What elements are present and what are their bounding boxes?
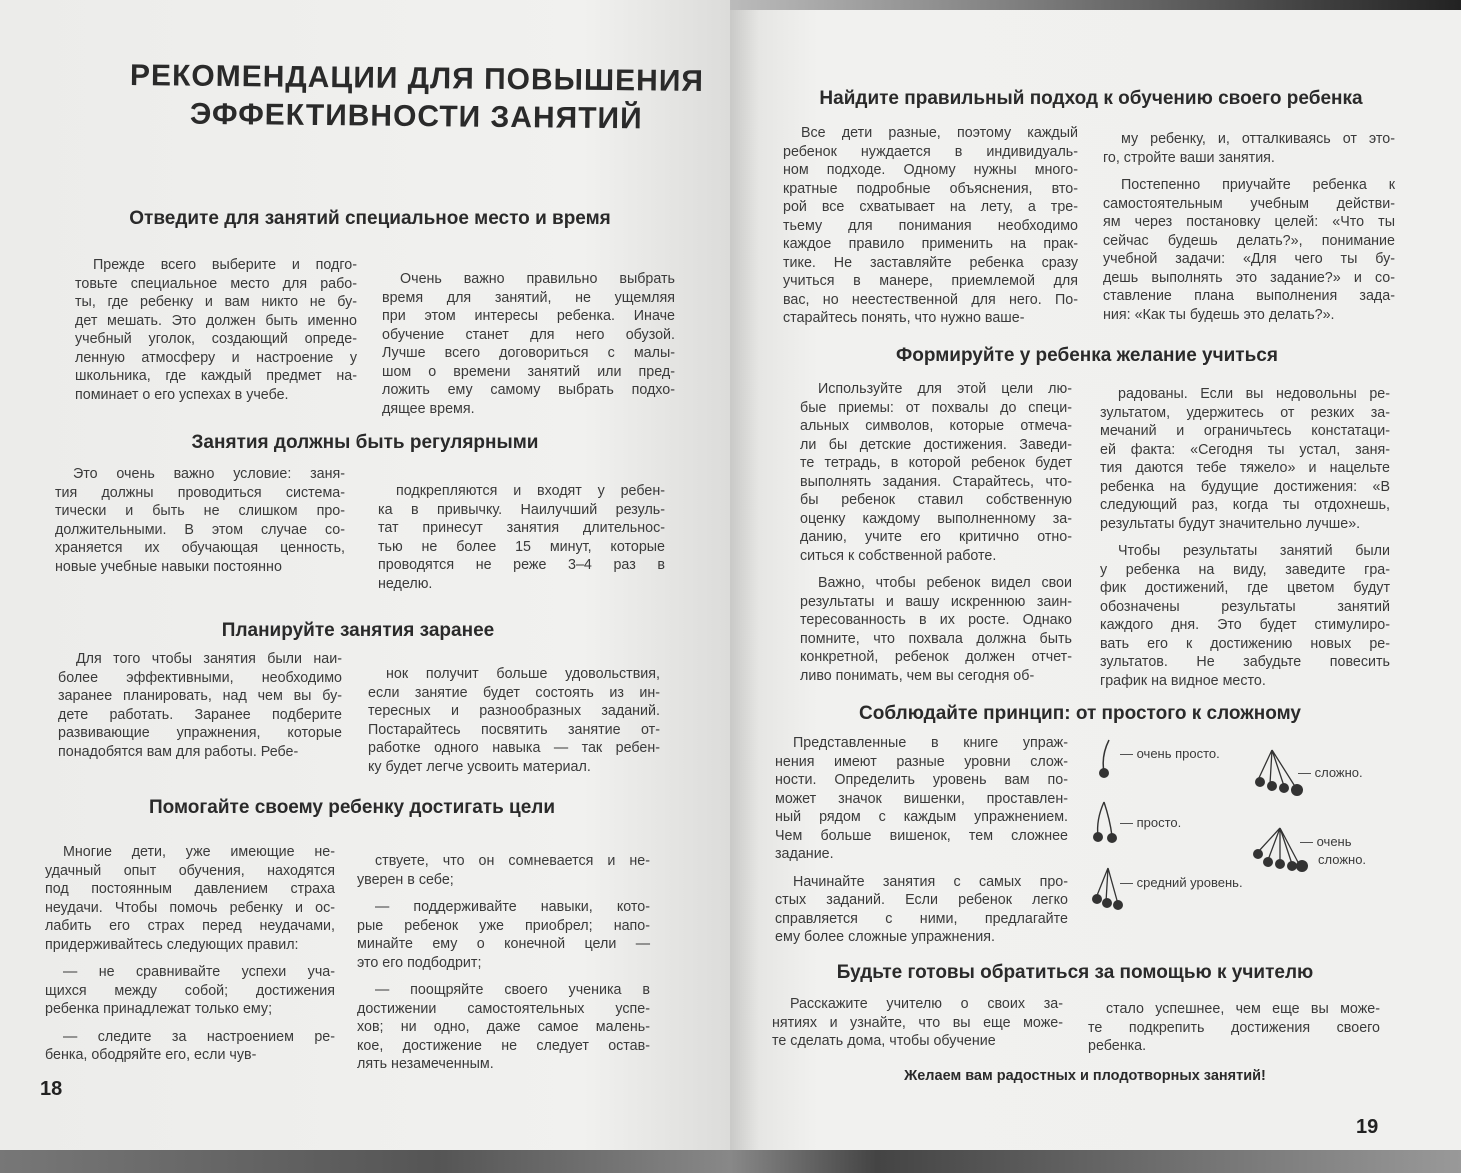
text-line: Постарайтесь посвятить занятие от- [368,721,660,738]
text-line: дешь выполнять это задание?» и со- [1103,269,1395,286]
paragraph-gap [45,954,335,963]
paragraph-gap [357,889,650,898]
text-line: лабить его страх перед неудачами, [45,918,335,934]
text-line: — поддерживайте навыки, кото- [375,899,650,915]
text-column [55,465,345,576]
scan-edge-bottom [0,1150,1461,1173]
text-column [75,256,357,404]
text-line: радованы. Если вы недовольны ре- [1118,386,1390,402]
text-column [1103,130,1395,324]
text-line: тересных и разнообразных заданий. [368,703,660,719]
text-line: ку будет легче усвоить материал. [368,758,591,775]
text-line: Расскажите учителю о своих за- [790,996,1063,1012]
text-line: ребенка. [1088,1038,1147,1054]
text-line: учебный уголок, создающий опреде- [75,331,357,347]
paragraph-gap [800,565,1072,574]
text-line: ложить ему самому выбрать подхо- [382,382,675,398]
text-line: ливо понимать, чем вы сегодня об- [800,667,1035,684]
text-line: Начинайте занятия с самых про- [793,873,1068,890]
text-line: Многие дети, уже имеющие не- [63,844,335,860]
paragraph-gap [775,864,1068,873]
cherry-two-icon [1090,800,1124,846]
text-line: подкрепляются и входят у ребен- [396,483,665,499]
cherry-three-icon [1090,866,1130,914]
text-line: ка в привычку. Наилучший резуль- [378,501,665,518]
text-line: ставление плана выполнения зада- [1103,288,1395,304]
text-line: придерживайтесь следующих правил: [45,936,299,953]
text-column [368,665,660,776]
text-line: Представленные в книге упраж- [793,735,1068,751]
text-line: те подкрепить достижения своего [1088,1019,1380,1036]
text-line: дете работать. Заранее подберите [58,706,342,723]
text-line: тьему для понимания необходимо [783,217,1078,234]
text-column [775,734,1068,947]
text-line: ты, где ребенку и вам никто не бу- [75,294,357,310]
text-line: ленную атмосферу и настроение у [75,349,357,366]
text-line: нятиях и узнайте, что вы еще може- [772,1014,1063,1031]
text-line: обозначены результаты занятий [1100,598,1390,615]
text-line: уверен в себе; [357,871,454,888]
text-line: тия даются тебе тяжело» и нацельте [1100,460,1390,476]
text-line: тью не более 15 минут, которые [378,538,665,555]
text-line: хов; ни одно, даже самое малень- [357,1019,650,1035]
scan-edge-top [730,0,1461,10]
text-line: — не сравнивайте успехи уча- [63,964,335,980]
text-line: понадобятся вам для работы. Ребе- [58,743,299,760]
page-title-line-2: ЭФФЕКТИВНОСТИ ЗАНЯТИЙ [189,97,643,136]
text-line: тике. Не заставляйте ребенка сразу [783,254,1078,271]
text-line: Чтобы результаты занятий были [1118,543,1390,559]
text-line: Прежде всего выберите и подго- [93,257,357,273]
text-line: Очень важно правильно выбрать [400,271,675,287]
text-line: работке одного навыка — так ребен- [368,740,660,756]
text-line: ребенка принадлежат только ему; [45,1001,273,1017]
text-line: задание. [775,846,834,862]
text-line: те тетрадь, в которой ребенок будет [800,455,1072,471]
text-line: храняется их обучающая ценность, [55,540,345,556]
text-line: ям через постановку целей: «Что ты [1103,214,1395,230]
text-line: бы ребенок ставил собственную [800,492,1072,508]
text-line: товьте специальное место для рабо- [75,275,357,292]
text-line: бенка, ободряйте его, если чув- [45,1047,257,1063]
text-line: Для того чтобы занятия были наи- [76,651,342,667]
text-line: заранее планировать, над чем вы бу- [58,688,342,704]
text-column [800,380,1072,685]
text-line: помните, что похвала должна быть [800,630,1072,647]
text-line: данию, учите его критично отно- [800,529,1072,545]
text-line: нок получит больше удовольствия, [386,666,660,682]
legend-very-hard-2: сложно. [1318,852,1367,867]
text-line: при этом интересы ребенка. Иначе [382,308,675,324]
text-line: учиться в манере, приемлемой для [783,273,1078,289]
text-line: му ребенку, и, отталкиваясь от это- [1121,131,1395,147]
section-heading: Формируйте у ребенка желание учиться [896,345,1278,366]
text-line: Это очень важно условие: заня- [73,466,345,482]
paragraph-gap [45,1019,335,1028]
text-line: ребенок нуждается в индивидуаль- [783,143,1078,160]
text-column [382,270,675,418]
text-line: Лучше всего договориться с малы- [382,345,675,361]
text-line: неделю. [378,575,433,592]
text-line: минайте ему о конечной цели — [357,936,650,952]
text-line: щихся между собой; достижения [45,982,335,999]
text-line: ей факта: «Сегодня ты устал, заня- [1100,441,1390,458]
text-line: обучение станет для него обузой. [382,326,675,343]
section-heading: Отведите для занятий специальное место и время [129,208,611,229]
text-column [378,482,665,593]
legend-very-hard: — очень [1300,834,1352,849]
text-line: шом о времени занятий или пред- [382,363,675,380]
text-line: ребенка на будущие достижения: «В [1100,478,1390,495]
text-line: каждого дня. Это будет стимулиро- [1100,617,1390,633]
legend-very-easy: — очень просто. [1120,746,1220,761]
text-line: удачный опыт обучения, находятся [45,862,335,879]
text-line: зультатов. Не забудьте повесить [1100,654,1390,670]
text-line: график на видное место. [1100,672,1266,689]
text-line: те сделать дома, чтобы обучение [772,1033,996,1049]
text-line: если занятие будет состоять из ин- [368,684,660,701]
text-line: кое, достижение не следует остав- [357,1037,650,1054]
text-line: должительными. В этом случае со- [55,521,345,538]
text-line: го, стройте ваши занятия. [1103,149,1275,166]
text-line: фик достижений, где цветом будут [1100,580,1390,596]
text-line: выполнять задания. Старайтесь, что- [800,473,1072,490]
text-column [1088,1000,1380,1056]
text-line: — следите за настроением ре- [63,1028,335,1045]
text-line: стых заданий. Если ребенок легко [775,892,1068,908]
cherry-one-icon [1095,738,1119,780]
text-line: — поощряйте своего ученика в [375,982,650,998]
text-line: под постоянным давлением страха [45,881,335,897]
text-line: лять незамеченным. [357,1056,494,1072]
text-line: результаты будут значительно лучше». [1100,515,1361,532]
text-line: достижении самостоятельных успе- [357,1000,650,1017]
text-line: ния: «Как ты будешь это делать?». [1103,306,1335,323]
text-line: может значок вишенки, проставлен- [775,790,1068,807]
text-line: Используйте для этой цели лю- [818,381,1072,397]
page-number: 18 [40,1078,63,1100]
text-line: нения имеют разные уровни слож- [775,753,1068,770]
text-line: тересованность в их росте. Однако [800,612,1072,628]
text-line: бые приемы: от похвалы до специ- [800,399,1072,416]
text-line: время для занятий, не ущемляя [382,289,675,306]
text-line: ствуете, что он сомневается и не- [375,853,650,869]
paragraph-gap [1100,533,1390,542]
text-line: более эффективными, необходимо [58,669,342,686]
legend-medium: — средний уровень. [1120,875,1243,890]
text-line: следующий раз, когда ты отдохнешь, [1100,497,1390,513]
text-line: Важно, чтобы ребенок видел свои [818,575,1072,591]
legend-easy: — просто. [1120,815,1182,830]
text-line: ный рядом с каждым упражнением. [775,809,1068,825]
text-line: неудачи. Чтобы помочь ребенку и ос- [45,899,335,916]
text-line: ситься к собственной работе. [800,547,997,564]
text-line: кратные подробные объяснения, вто- [783,180,1078,197]
text-line: ему более сложные упражнения. [775,929,996,945]
text-line: конкретной, ребенок должен отчет- [800,649,1072,665]
text-line: ли бы детские достижения. Заведи- [800,436,1072,453]
text-line: Чем больше вишенок, тем сложнее [775,827,1068,844]
text-line: каждое правило применить на прак- [783,236,1078,252]
text-line: ности. Определить уровень вам по- [775,772,1068,788]
text-line: школьника, где каждый предмет на- [75,368,357,384]
text-column [58,650,342,761]
section-heading: Будьте готовы обратиться за помощью к учителю [836,962,1314,983]
text-column [772,995,1063,1051]
text-line: проводятся не реже 3–4 раз в [378,557,665,573]
text-line: Постепенно приучайте ребенка к [1121,177,1395,193]
text-line: ном подходе. Одному нужны много- [783,162,1078,178]
text-line: рые ребенок уже приобрел; напо- [357,917,650,934]
closing-wish: Желаем вам радостных и плодотворных занятий! [904,1068,1266,1084]
text-line: Все дети разные, поэтому каждый [801,125,1078,141]
text-line: рой все схватывает на лету, а тре- [783,199,1078,215]
text-column [45,843,335,1065]
text-line: новые учебные навыки постоянно [55,558,282,575]
text-line: вать его к достижению новых ре- [1100,635,1390,652]
text-line: вас, но неестественной для него. По- [783,291,1078,308]
paragraph-gap [1103,167,1395,176]
text-line: стало успешнее, чем еще вы може- [1106,1001,1380,1017]
text-line: учебной задачи: «Для чего ты бу- [1103,251,1395,267]
section-heading: Занятия должны быть регулярными [191,432,539,453]
section-heading: Планируйте занятия заранее [221,620,495,641]
text-line: альных символов, которые отмеча- [800,418,1072,434]
text-line: дящее время. [382,400,475,417]
text-line: дет мешать. Это должен быть именно [75,312,357,329]
text-line: это его подбодрит; [357,954,482,971]
text-column [1100,385,1390,690]
text-line: зультатом, удержитесь от резких за- [1100,404,1390,421]
text-line: у ребенка на виду, заведите гра- [1100,561,1390,578]
page-number: 19 [1356,1116,1379,1138]
text-line: тат принесут занятия длительнос- [378,520,665,536]
section-heading: Соблюдайте принцип: от простого к сложному [859,703,1301,724]
paragraph-gap [357,972,650,981]
text-line: тия должны проводиться система- [55,484,345,501]
section-heading: Найдите правильный подход к обучению своего ребенка [819,88,1363,109]
legend-hard: — сложно. [1298,765,1363,780]
text-line: справляется с ними, предлагайте [775,910,1068,927]
text-line: мечаний и ограничьтесь констатаци- [1100,423,1390,439]
text-line: тически и быть не слишком про- [55,503,345,519]
text-line: результаты и вашу искреннюю заин- [800,593,1072,610]
section-heading: Помогайте своему ребенку достигать цели [148,797,556,818]
text-column [783,124,1078,328]
text-line: самостоятельным учебным действи- [1103,195,1395,212]
text-line: оценку каждому выполненному за- [800,510,1072,527]
text-line: старайтесь понять, что нужно ваше- [783,310,1025,326]
text-column [357,852,650,1074]
text-line: поминает о его успехах в учебе. [75,386,289,403]
page-title-line-1: РЕКОМЕНДАЦИИ ДЛЯ ПОВЫШЕНИЯ [129,58,705,99]
text-line: развивающие упражнения, которые [58,725,342,741]
text-line: сейчас будешь делать?», понимание [1103,232,1395,249]
